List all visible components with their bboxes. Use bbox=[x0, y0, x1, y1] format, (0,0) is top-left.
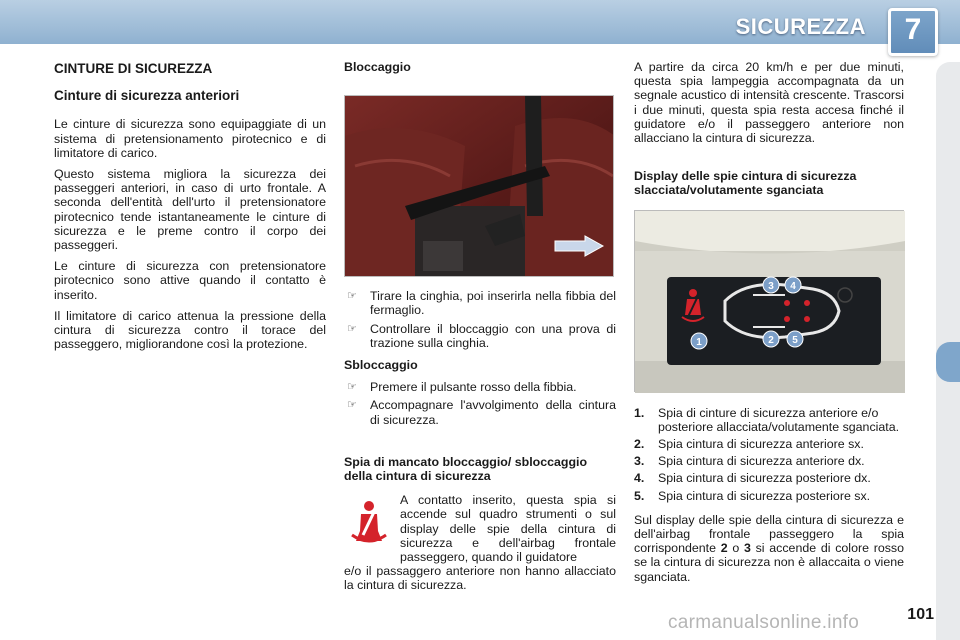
list-item: 5. Spia cintura di sicurezza posteriore sx. bbox=[634, 488, 871, 503]
display-callout-4 bbox=[785, 277, 801, 293]
svg-text:3: 3 bbox=[768, 280, 774, 292]
seatbelt-buckle-photo bbox=[344, 95, 614, 277]
locking-steps bbox=[344, 289, 616, 350]
paragraph: A partire da circa 20 km/h e per due minuti, questa spia lampeggia accompagnata da un segnale acustico di intensità crescente. Trascorsi i due minuti, questa spia resta accesa finché il guidatore e/o il passeggero anteriore non allacciano la cintura di sicurezza. bbox=[634, 60, 904, 146]
seatbelt-warning-icon bbox=[344, 497, 394, 547]
watermark: carmanualsonline.info bbox=[668, 612, 860, 633]
list-item: 1. Spia di cinture di sicurezza anteriore e/o posteriore allacciata/volutamente sganciata. bbox=[634, 405, 900, 434]
section-subtitle: Cinture di sicurezza anteriori bbox=[54, 88, 240, 104]
svg-text:4: 4 bbox=[790, 280, 796, 292]
warning-heading: Spia di mancato bloccaggio/ sbloccaggio della cintura di sicurezza bbox=[344, 454, 588, 484]
paragraph: Il limitatore di carico attenua la pressione della cintura di sicurezza contro il torace del passeggero, migliorandone così la protezione. bbox=[54, 308, 326, 352]
display-callout-3 bbox=[763, 277, 779, 293]
page-title: SICUREZZA bbox=[735, 14, 866, 39]
svg-text:2: 2 bbox=[768, 334, 774, 346]
left-column bbox=[54, 60, 326, 351]
list-item: ☞ Controllare il bloccaggio con una prova di trazione sulla cinghia. bbox=[347, 321, 616, 350]
pointing-hand-icon: ☞ bbox=[347, 322, 357, 335]
display-callout-5 bbox=[787, 331, 803, 347]
unlocking-heading: Sbloccaggio bbox=[344, 358, 418, 373]
paragraph: Le cinture di sicurezza con pretensionatore pirotecnico sono attive quando il contatto è inserito. bbox=[54, 259, 326, 302]
display-legend bbox=[634, 406, 904, 503]
list-item: ☞ Accompagnare l'avvolgimento della cintura di sicurezza. bbox=[347, 398, 616, 427]
list-item: 3. Spia cintura di sicurezza anteriore dx. bbox=[634, 454, 865, 469]
list-item: 4. Spia cintura di sicurezza posteriore dx. bbox=[634, 471, 871, 486]
right-column bbox=[634, 60, 904, 584]
paragraph: Sul display delle spie della cintura di sicurezza e dell'airbag frontale passeggero la spia corrispondente 2 o 3 si accende di colore rosso se la cintura di sicurezza non è allaccaita o viene sganciata. bbox=[634, 512, 904, 584]
list-item: ☞ Tirare la cinghia, poi inserirla nella fibbia del fermaglio. bbox=[347, 289, 616, 318]
pointing-hand-icon: ☞ bbox=[347, 381, 357, 394]
seatbelt-display-photo bbox=[634, 210, 904, 392]
svg-text:5: 5 bbox=[792, 334, 798, 346]
pointing-hand-icon: ☞ bbox=[347, 399, 357, 412]
middle-column bbox=[344, 60, 616, 593]
list-item: ☞ Premere il pulsante rosso della fibbia. bbox=[347, 380, 577, 395]
side-chapter-marker bbox=[936, 342, 960, 382]
display-heading: Display delle spie cintura di sicurezza slacciata/volutamente sganciata bbox=[634, 169, 857, 198]
display-callout-2 bbox=[763, 331, 779, 347]
section-title: CINTURE DI SICUREZZA bbox=[54, 61, 213, 76]
list-item: 2. Spia cintura di sicurezza anteriore sx. bbox=[634, 437, 864, 452]
display-callout-1 bbox=[691, 333, 707, 349]
locking-heading: Bloccaggio bbox=[344, 60, 411, 74]
unlocking-steps bbox=[344, 380, 616, 427]
pointing-hand-icon: ☞ bbox=[347, 290, 357, 303]
svg-text:1: 1 bbox=[696, 336, 702, 348]
paragraph: Le cinture di sicurezza sono equipaggiate di un sistema di pretensionamento pirotecnico e di limitatore di carico. bbox=[54, 117, 326, 160]
page-number: 101 bbox=[907, 606, 934, 623]
warning-text-continued: e/o il passaggero anteriore non hanno allacciato la cintura di sicurezza. bbox=[344, 564, 616, 593]
chapter-number: 7 bbox=[904, 13, 922, 46]
warning-text: A contatto inserito, questa spia si accende sul quadro strumenti o sul display delle spie della cintura di sicurezza e dell'airbag frontale passeggero, quando il guidatore bbox=[400, 493, 616, 565]
paragraph: Questo sistema migliora la sicurezza dei passeggeri anteriori, in caso di urto frontale. A seconda dell'entità dell'urto il pretensionatore pirotecnico tende istantaneamente le cinture di sicurezza e le preme contro il corpo dei passeggeri. bbox=[54, 167, 326, 253]
